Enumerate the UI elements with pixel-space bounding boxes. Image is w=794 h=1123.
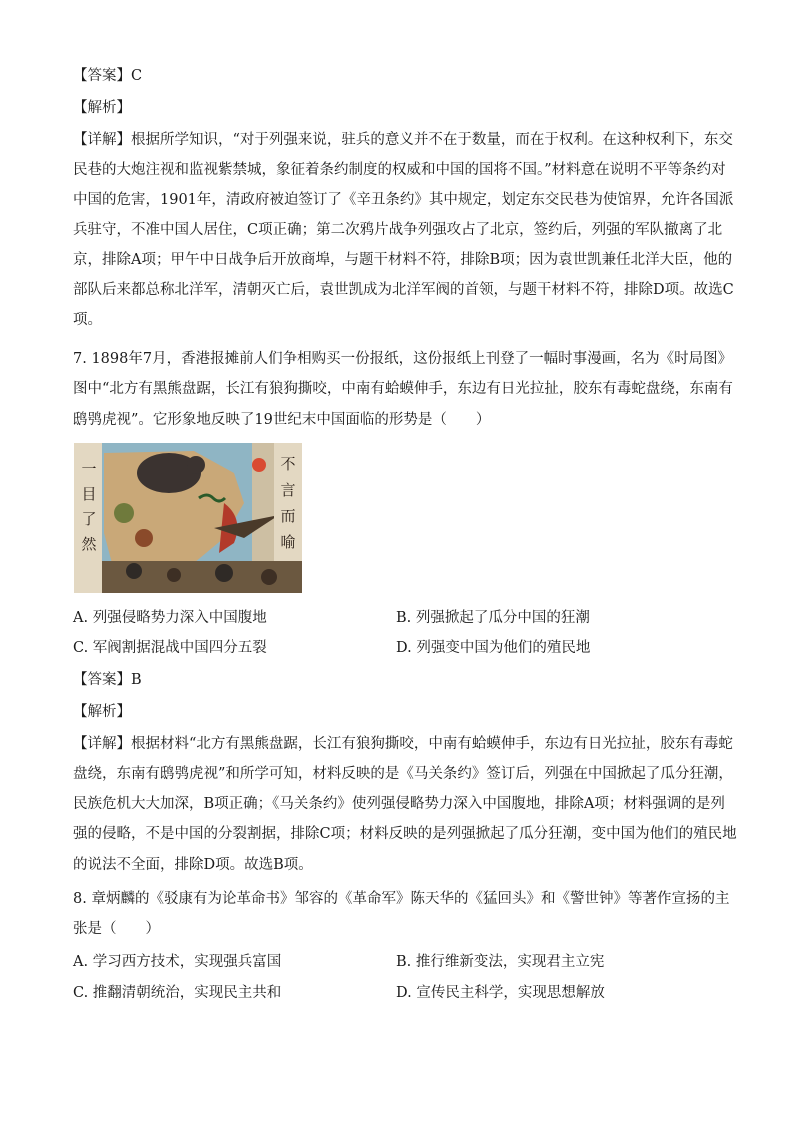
cartoon-left-caption xyxy=(80,457,98,557)
q7-detail-line: 民族危机大大加深，B项正确；《马关条约》使列强侵略势力深入中国腹地，排除A项；材料强调的是列 xyxy=(73,796,725,812)
shijutu-cartoon-image xyxy=(74,443,302,593)
cartoon-caption-char: 目 xyxy=(81,485,97,503)
cartoon-caption-char: 一 xyxy=(81,460,97,478)
q6-answer: 【答案】C xyxy=(73,68,143,84)
cartoon-right-caption xyxy=(279,451,297,555)
q7-option-c[interactable]: C. 军阀割据混战中国四分五裂 xyxy=(73,640,267,656)
q8-option-b[interactable]: B. 推行维新变法，实现君主立宪 xyxy=(396,954,605,970)
q7-stem-line: 图中“北方有黑熊盘踞，长江有狼狗撕咬，中南有蛤蟆伸手，东边有日光拉扯，胶东有毒蛇盘绕，东南有 xyxy=(73,381,733,397)
cartoon-caption-char: 然 xyxy=(81,535,97,553)
q7-stem-line: 7. 1898年7月，香港报摊前人们争相购买一份报纸，这份报纸上刊登了一幅时事漫画，名为《时局图》 xyxy=(73,351,733,367)
q6-detail-line: 中国的危害，1901年，清政府被迫签订了《辛丑条约》其中规定，划定东交民巷为使馆界，允许各国派 xyxy=(73,192,734,208)
q7-option-b[interactable]: B. 列强掀起了瓜分中国的狂潮 xyxy=(396,610,590,626)
q7-detail-line: 【详解】根据材料“北方有黑熊盘踞，长江有狼狗撕咬，中南有蛤蟆伸手，东边有日光拉扯，胶东有毒蛇 xyxy=(73,736,733,752)
q7-detail-line: 的说法不全面，排除D项。故选B项。 xyxy=(73,857,313,873)
q6-detail-line: 【详解】根据所学知识，“对于列强来说，驻兵的意义并不在于数量，而在于权利。在这种权利下，东交 xyxy=(73,132,733,148)
q6-detail-line: 民巷的大炮注视和监视紫禁城，象征着条约制度的权威和中国的国将不国。”材料意在说明不平等条约对 xyxy=(73,162,726,178)
q6-detail-line: 部队后来都总称北洋军，清朝灭亡后，袁世凯成为北洋军阀的首领，与题干材料不符，排除D项。故选C xyxy=(73,282,734,298)
q6-detail-line: 项。 xyxy=(73,312,102,328)
q7-analysis-label: 【解析】 xyxy=(73,704,131,720)
q7-answer: 【答案】B xyxy=(73,672,142,688)
cartoon-caption-char: 而 xyxy=(280,507,296,525)
cartoon-illustration xyxy=(74,443,302,593)
cartoon-caption-char: 喻 xyxy=(280,533,296,551)
cartoon-caption-char: 言 xyxy=(280,481,296,499)
cartoon-caption-char: 了 xyxy=(81,510,97,528)
q8-stem-line: 8. 章炳麟的《驳康有为论革命书》邹容的《革命军》陈天华的《猛回头》和《警世钟》等著作宣扬的主 xyxy=(73,891,730,907)
q6-detail-line: 京，排除A项；甲午中日战争后开放商埠，与题干材料不符，排除B项；因为袁世凯兼任北洋大臣，他的 xyxy=(73,252,733,268)
q8-stem-line: 张是（ ） xyxy=(73,921,160,937)
q6-detail-line: 兵驻守，不准中国人居住，C项正确；第二次鸦片战争列强攻占了北京，签约后，列强的军队撤离了北 xyxy=(73,222,723,238)
q8-option-a[interactable]: A. 学习西方技术，实现强兵富国 xyxy=(73,954,282,970)
cartoon-caption-char: 不 xyxy=(280,455,296,473)
q7-stem-line: 鸱鸮虎视”。它形象地反映了19世纪末中国面临的形势是（ ） xyxy=(73,412,491,428)
q8-option-d[interactable]: D. 宣传民主科学，实现思想解放 xyxy=(396,985,605,1001)
q8-option-c[interactable]: C. 推翻清朝统治，实现民主共和 xyxy=(73,985,282,1001)
q7-option-d[interactable]: D. 列强变中国为他们的殖民地 xyxy=(396,640,591,656)
q7-detail-line: 盘绕，东南有鸱鸮虎视”和所学可知，材料反映的是《马关条约》签订后，列强在中国掀起了瓜分狂潮， xyxy=(73,766,733,782)
q7-option-a[interactable]: A. 列强侵略势力深入中国腹地 xyxy=(73,610,267,626)
q7-detail-line: 强的侵略，不是中国的分裂割据，排除C项；材料反映的是列强掀起了瓜分狂潮，变中国为他们的殖民地 xyxy=(73,826,737,842)
q6-analysis-label: 【解析】 xyxy=(73,100,131,116)
